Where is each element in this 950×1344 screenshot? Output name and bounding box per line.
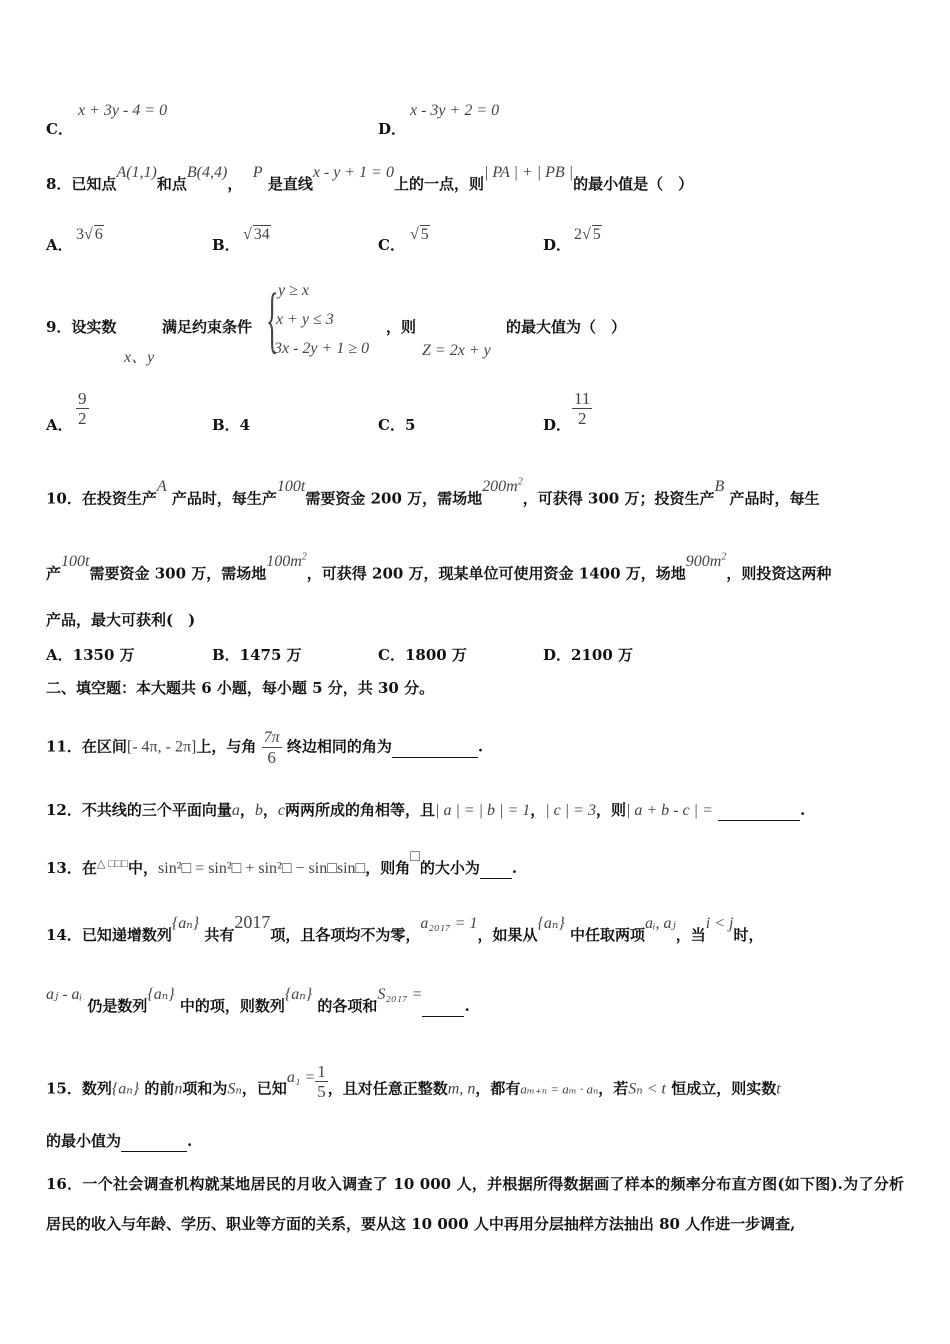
q8-option-c-math: √ 5 xyxy=(410,226,429,243)
q8-option-c: C． xyxy=(378,236,405,254)
interval: [- 4π, - 2π] xyxy=(126,738,197,756)
q8-option-d-math: 2√ 5 xyxy=(574,226,601,243)
q8-option-d: D． xyxy=(543,236,572,254)
q8-option-b: B． xyxy=(212,236,240,254)
question-14-line-1: 14．已知递增数列{aₙ} 共有2017项，且各项均不为零，a₂₀₁₇ = 1，如果从{aₙ} 中任取两项aᵢ, aⱼ，当i < j时， xyxy=(46,912,764,944)
line-equation: x - y + 1 = 0 xyxy=(312,164,394,181)
q8-option-b-math: √ 34 xyxy=(243,226,270,243)
answer-blank-13[interactable] xyxy=(480,858,512,879)
q9-vars: x、y xyxy=(124,349,155,366)
question-15-line-2: 的最小值为 . xyxy=(46,1132,193,1150)
q10-option-a: A．1350 万 xyxy=(46,646,135,664)
q9-then: ，则 xyxy=(386,318,417,336)
q9-option-d: D． xyxy=(543,416,572,434)
q9-option-a: A． xyxy=(46,416,73,434)
q8-option-a: A． xyxy=(46,236,73,254)
q10-option-b: B．1475 万 xyxy=(212,646,302,664)
q9-constraint-label: 满足约束条件 xyxy=(162,318,253,336)
q9-option-b: B．4 xyxy=(212,416,251,434)
question-8: 8．已知点A(1,1)和点B(4,4)， P 是直线x - y + 1 = 0上的一点，则| PA | + | PB |的最小值是（ ） xyxy=(46,164,694,193)
q9-option-a-fraction: $\frac{9}{2}$ xyxy=(78,389,87,428)
constraint-2: x + y ≤ 3 xyxy=(276,311,334,328)
question-16: 16．一个社会调查机构就某地居民的月收入调查了 10 000 人，并根据所得数据画了样本的频率分布直方图(如下图).为了分析居民的收入与年龄、学历、职业等方面的关系，要从这 10 000 人中再用分层抽样方法抽出 80 人作进一步调查, xyxy=(46,1175,904,1233)
constraint-1: y ≥ x xyxy=(278,282,309,299)
objective-z: Z = 2x + y xyxy=(422,342,491,359)
vector-sum-magnitude: | a + b - c | = xyxy=(625,802,713,819)
question-10-line-2: 产100t需要资金 300 万，需场地$100m^2$，可获得 200 万，现某单位可使用资金 1400 万，场地$900m^2$，则投资这两种 xyxy=(46,552,832,583)
q10-option-c: C．1800 万 xyxy=(378,646,467,664)
answer-blank-12[interactable] xyxy=(718,800,800,821)
point-b: B(4,4) xyxy=(186,164,228,181)
constraint-3: 3x - 2y + 1 ≥ 0 xyxy=(274,340,370,357)
question-11: 11．在区间[- 4π, - 2π]上，与角 $\frac{7\pi}{6}$ 终边相同的角为 . xyxy=(46,729,484,767)
constraint-brace: { xyxy=(266,279,279,361)
q9-option-c: C．5 xyxy=(378,416,416,434)
question-13: 13．在△ □□□中，sin²□ = sin²□ + sin²□ − sin□sin□，则角□的大小为 . xyxy=(46,848,518,877)
question-10-line-1: 10．在投资生产A 产品时，每生产100t需要资金 200 万，需场地$200m^2$，可获得 300 万；投资生产B 产品时，每生 xyxy=(46,477,820,508)
section-2-header: 二、填空题：本大题共 6 小题，每小题 5 分，共 30 分。 xyxy=(46,679,435,697)
distance-sum: | PA | + | PB | xyxy=(483,164,574,181)
answer-blank-15[interactable] xyxy=(121,1131,187,1152)
q9-option-d-fraction: $\frac{11}{2}$ xyxy=(574,389,591,428)
sine-equation: sin²□ = sin²□ + sin²□ − sin□sin□ xyxy=(158,860,366,877)
q10-option-d: D．2100 万 xyxy=(543,646,633,664)
q9-tail: 的最大值为（ ） xyxy=(506,318,627,336)
answer-blank-11[interactable] xyxy=(392,737,478,758)
q7-option-c-math: x + 3y - 4 = 0 xyxy=(78,102,168,119)
question-15-line-1: 15．数列{aₙ} 的前n项和为Sₙ，已知a₁ = $\frac{1}{5}$ ，且对任意正整数m, n，都有aₘ₊ₙ = aₘ · aₙ，若Sₙ < t 恒成立，则实数t xyxy=(46,1062,781,1101)
question-12: 12．不共线的三个平面向量a，b，c两两所成的角相等，且| a | = | b | = 1，| c | = 3，则| a + b - c | = . xyxy=(46,801,806,819)
point-a: A(1,1) xyxy=(116,164,157,181)
q7-option-d-math: x - 3y + 2 = 0 xyxy=(410,102,500,119)
q7-option-d: D． xyxy=(378,120,407,138)
question-10-line-3: 产品，最大可获利( ) xyxy=(46,611,196,629)
q8-option-a-math: 3√ 6 xyxy=(76,226,103,243)
answer-blank-14[interactable] xyxy=(422,996,464,1017)
q7-option-c: C． xyxy=(46,120,73,138)
angle-fraction: $\frac{7\pi}{6}$ xyxy=(263,729,280,767)
question-9: 9．设实数 xyxy=(46,318,117,336)
question-14-line-2: aⱼ - aᵢ 仍是数列{aₙ} 中的项，则数列{aₙ} 的各项和S₂₀₁₇ = . xyxy=(46,986,470,1015)
